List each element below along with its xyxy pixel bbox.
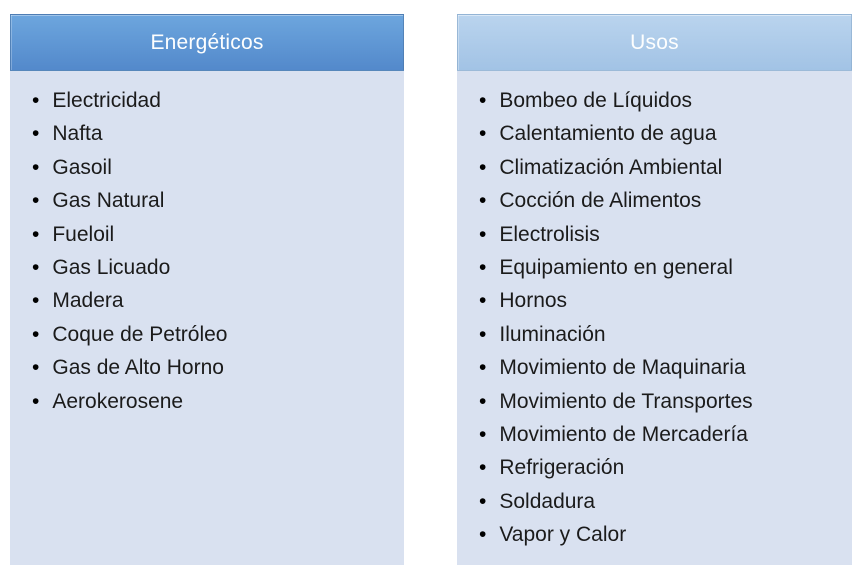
bullet-icon: • xyxy=(479,89,487,112)
list-item-label: Coque de Petróleo xyxy=(52,322,228,346)
list-item xyxy=(479,84,846,117)
bullet-icon: • xyxy=(32,322,40,346)
bullet-icon: • xyxy=(479,356,487,380)
bullet-icon: • xyxy=(32,256,40,280)
list-item-label: Gas Natural xyxy=(52,189,165,213)
list-item-label: Vapor y Calor xyxy=(499,523,627,547)
list-item xyxy=(32,184,398,217)
bullet-icon: • xyxy=(32,89,40,112)
panel-energeticos-title: Energéticos xyxy=(150,30,264,54)
list-item xyxy=(479,251,846,284)
list-item-label: Climatización Ambiental xyxy=(499,155,723,179)
panel-energeticos-body xyxy=(10,71,404,565)
list-item xyxy=(479,351,846,384)
list-item xyxy=(32,385,398,418)
bullet-icon: • xyxy=(479,423,487,447)
panel-energeticos xyxy=(10,14,404,565)
bullet-icon: • xyxy=(32,356,40,380)
bullet-icon: • xyxy=(479,189,487,213)
list-item xyxy=(32,284,398,317)
list-item xyxy=(479,184,846,217)
list-item xyxy=(32,117,398,150)
list-item xyxy=(32,218,398,251)
list-item-label: Madera xyxy=(52,289,124,313)
bullet-icon: • xyxy=(32,389,40,413)
list-item-label: Electrolisis xyxy=(499,222,600,246)
list-item-label: Gas de Alto Horno xyxy=(52,356,224,380)
list-item-label: Refrigeración xyxy=(499,456,625,480)
bullet-icon: • xyxy=(479,523,487,547)
bullet-icon: • xyxy=(479,122,487,146)
list-item-label: Movimiento de Mercadería xyxy=(499,423,748,447)
list-item-label: Hornos xyxy=(499,289,568,313)
list-item xyxy=(479,385,846,418)
list-item-label: Soldadura xyxy=(499,489,596,513)
list-item xyxy=(479,418,846,451)
list-item xyxy=(32,351,398,384)
bullet-icon: • xyxy=(479,222,487,246)
bullet-icon: • xyxy=(479,456,487,480)
list-item xyxy=(479,451,846,484)
list-item-label: Calentamiento de agua xyxy=(499,122,717,146)
energeticos-list xyxy=(32,84,398,418)
bullet-icon: • xyxy=(32,289,40,313)
list-item xyxy=(479,518,846,551)
list-item xyxy=(479,151,846,184)
bullet-icon: • xyxy=(32,122,40,146)
list-item-label: Cocción de Alimentos xyxy=(499,189,702,213)
list-item xyxy=(479,318,846,351)
panel-usos xyxy=(457,14,852,565)
list-item-label: Gas Licuado xyxy=(52,256,171,280)
panel-usos-title: Usos xyxy=(630,30,679,54)
bullet-icon: • xyxy=(479,155,487,179)
list-item-label: Nafta xyxy=(52,122,103,146)
bullet-icon: • xyxy=(479,289,487,313)
list-item-label: Fueloil xyxy=(52,222,115,246)
list-item xyxy=(479,117,846,150)
bullet-icon: • xyxy=(479,256,487,280)
list-item xyxy=(479,284,846,317)
list-item xyxy=(479,218,846,251)
usos-list xyxy=(479,84,846,552)
list-item-label: Aerokerosene xyxy=(52,389,184,413)
bullet-icon: • xyxy=(479,389,487,413)
bullet-icon: • xyxy=(32,189,40,213)
panel-energeticos-header xyxy=(10,14,404,71)
list-item xyxy=(479,485,846,518)
bullet-icon: • xyxy=(479,322,487,346)
panel-usos-header xyxy=(457,14,852,71)
list-item-label: Electricidad xyxy=(52,89,161,112)
list-item-label: Gasoil xyxy=(52,155,112,179)
list-item xyxy=(32,251,398,284)
bullet-icon: • xyxy=(32,222,40,246)
list-item-label: Movimiento de Transportes xyxy=(499,389,753,413)
list-item xyxy=(32,151,398,184)
list-item xyxy=(32,84,398,117)
list-item-label: Movimiento de Maquinaria xyxy=(499,356,746,380)
bullet-icon: • xyxy=(32,155,40,179)
list-item xyxy=(32,318,398,351)
list-item-label: Equipamiento en general xyxy=(499,256,733,280)
bullet-icon: • xyxy=(479,489,487,513)
panel-usos-body xyxy=(457,71,852,565)
list-item-label: Iluminación xyxy=(499,322,606,346)
list-item-label: Bombeo de Líquidos xyxy=(499,89,692,112)
